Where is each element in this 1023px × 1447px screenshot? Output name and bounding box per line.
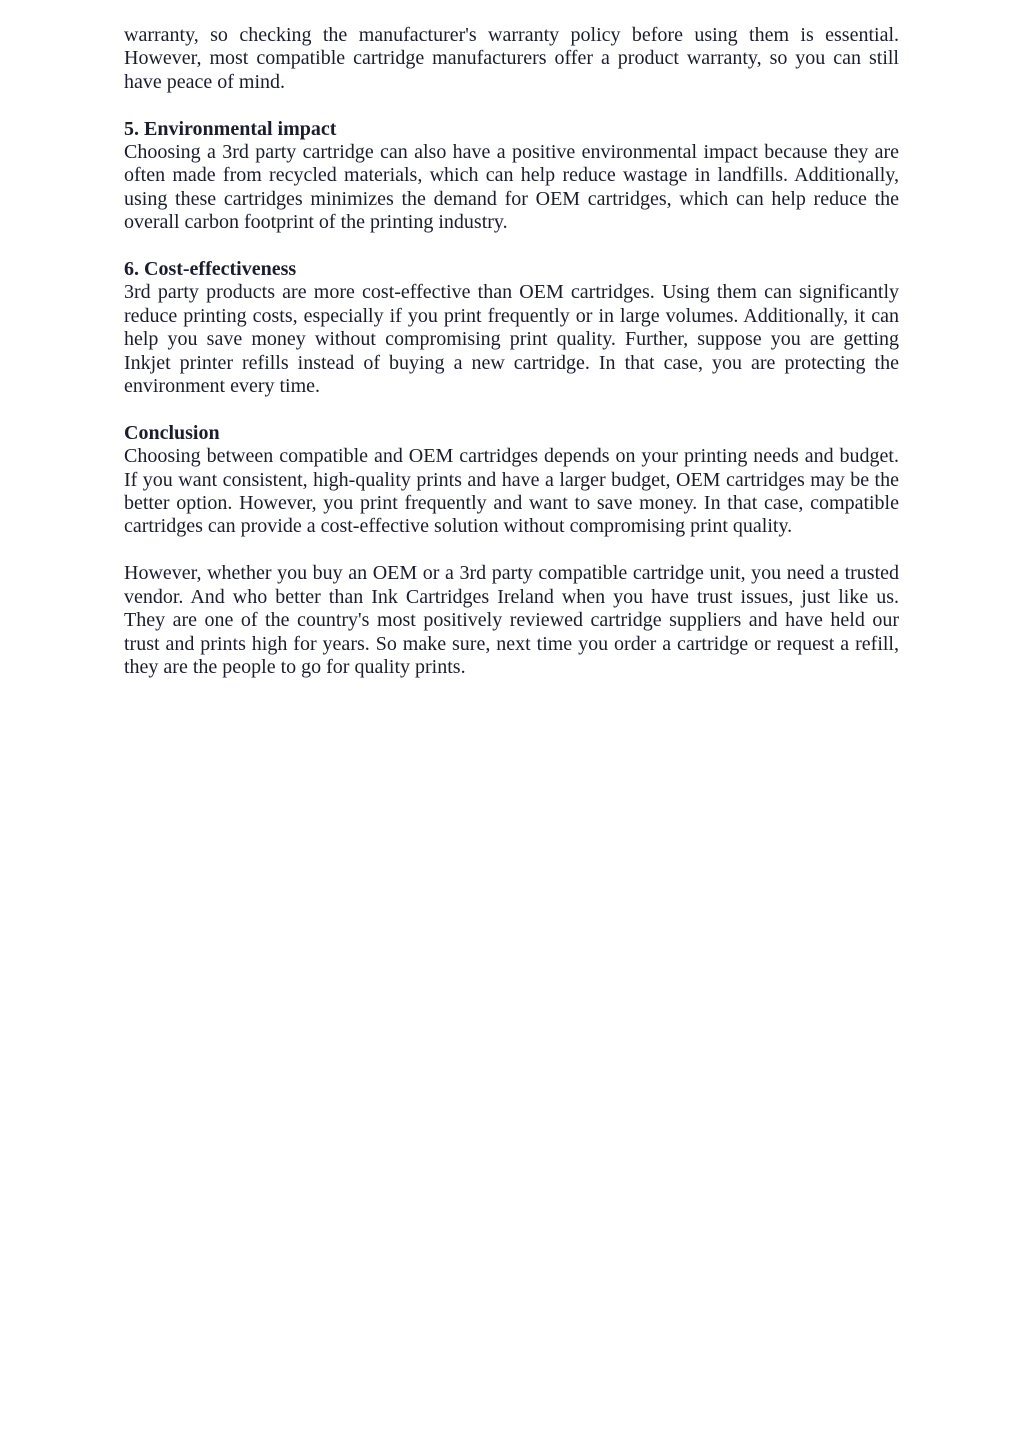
section-conclusion [124,422,899,539]
section-paragraph: Choosing a 3rd party cartridge can also have a positive environmental impact because they are often made from recycled materials, which can help reduce wastage in landfills. Additionally, using these cartridges minimizes the demand for OEM cartridges, which can help reduce the overall carbon footprint of the printing industry. [124,141,899,234]
section-cost-effectiveness [124,258,899,398]
closing-paragraph: However, whether you buy an OEM or a 3rd party compatible cartridge unit, you need a trusted vendor. And who better than Ink Cartridges Ireland when you have trust issues, just like us. They are one of the country's most positively reviewed cartridge suppliers and have held our trust and prints high for years. So make sure, next time you order a cartridge or request a refill, they are the people to go for quality prints. [124,562,899,678]
section-paragraph: Choosing between compatible and OEM cartridges depends on your printing needs and budget. If you want consistent, high-quality prints and have a larger budget, OEM cartridges may be the better option. However, you print frequently and want to save money. In that case, compatible cartridges can provide a cost-effective solution without compromising print quality. [124,445,899,538]
closing-section [124,562,899,679]
section-heading: 6. Cost-effectiveness [124,258,297,281]
section-paragraph: 3rd party products are more cost-effective than OEM cartridges. Using them can significantly reduce printing costs, especially if you print frequently or in large volumes. Additionally, it can help you save money without compromising print quality. Further, suppose you are getting Inkjet printer refills instead of buying a new cartridge. In that case, you are protecting the environment every time. [124,281,899,398]
intro-paragraph: warranty, so checking the manufacturer's warranty policy before using them is essential. However, most compatible cartridge manufacturers offer a product warranty, so you can still have peace of mind. [124,24,899,93]
section-heading: 5. Environmental impact [124,117,337,140]
section-heading: Conclusion [124,421,220,444]
document-page [124,24,899,679]
section-environmental-impact [124,118,899,235]
